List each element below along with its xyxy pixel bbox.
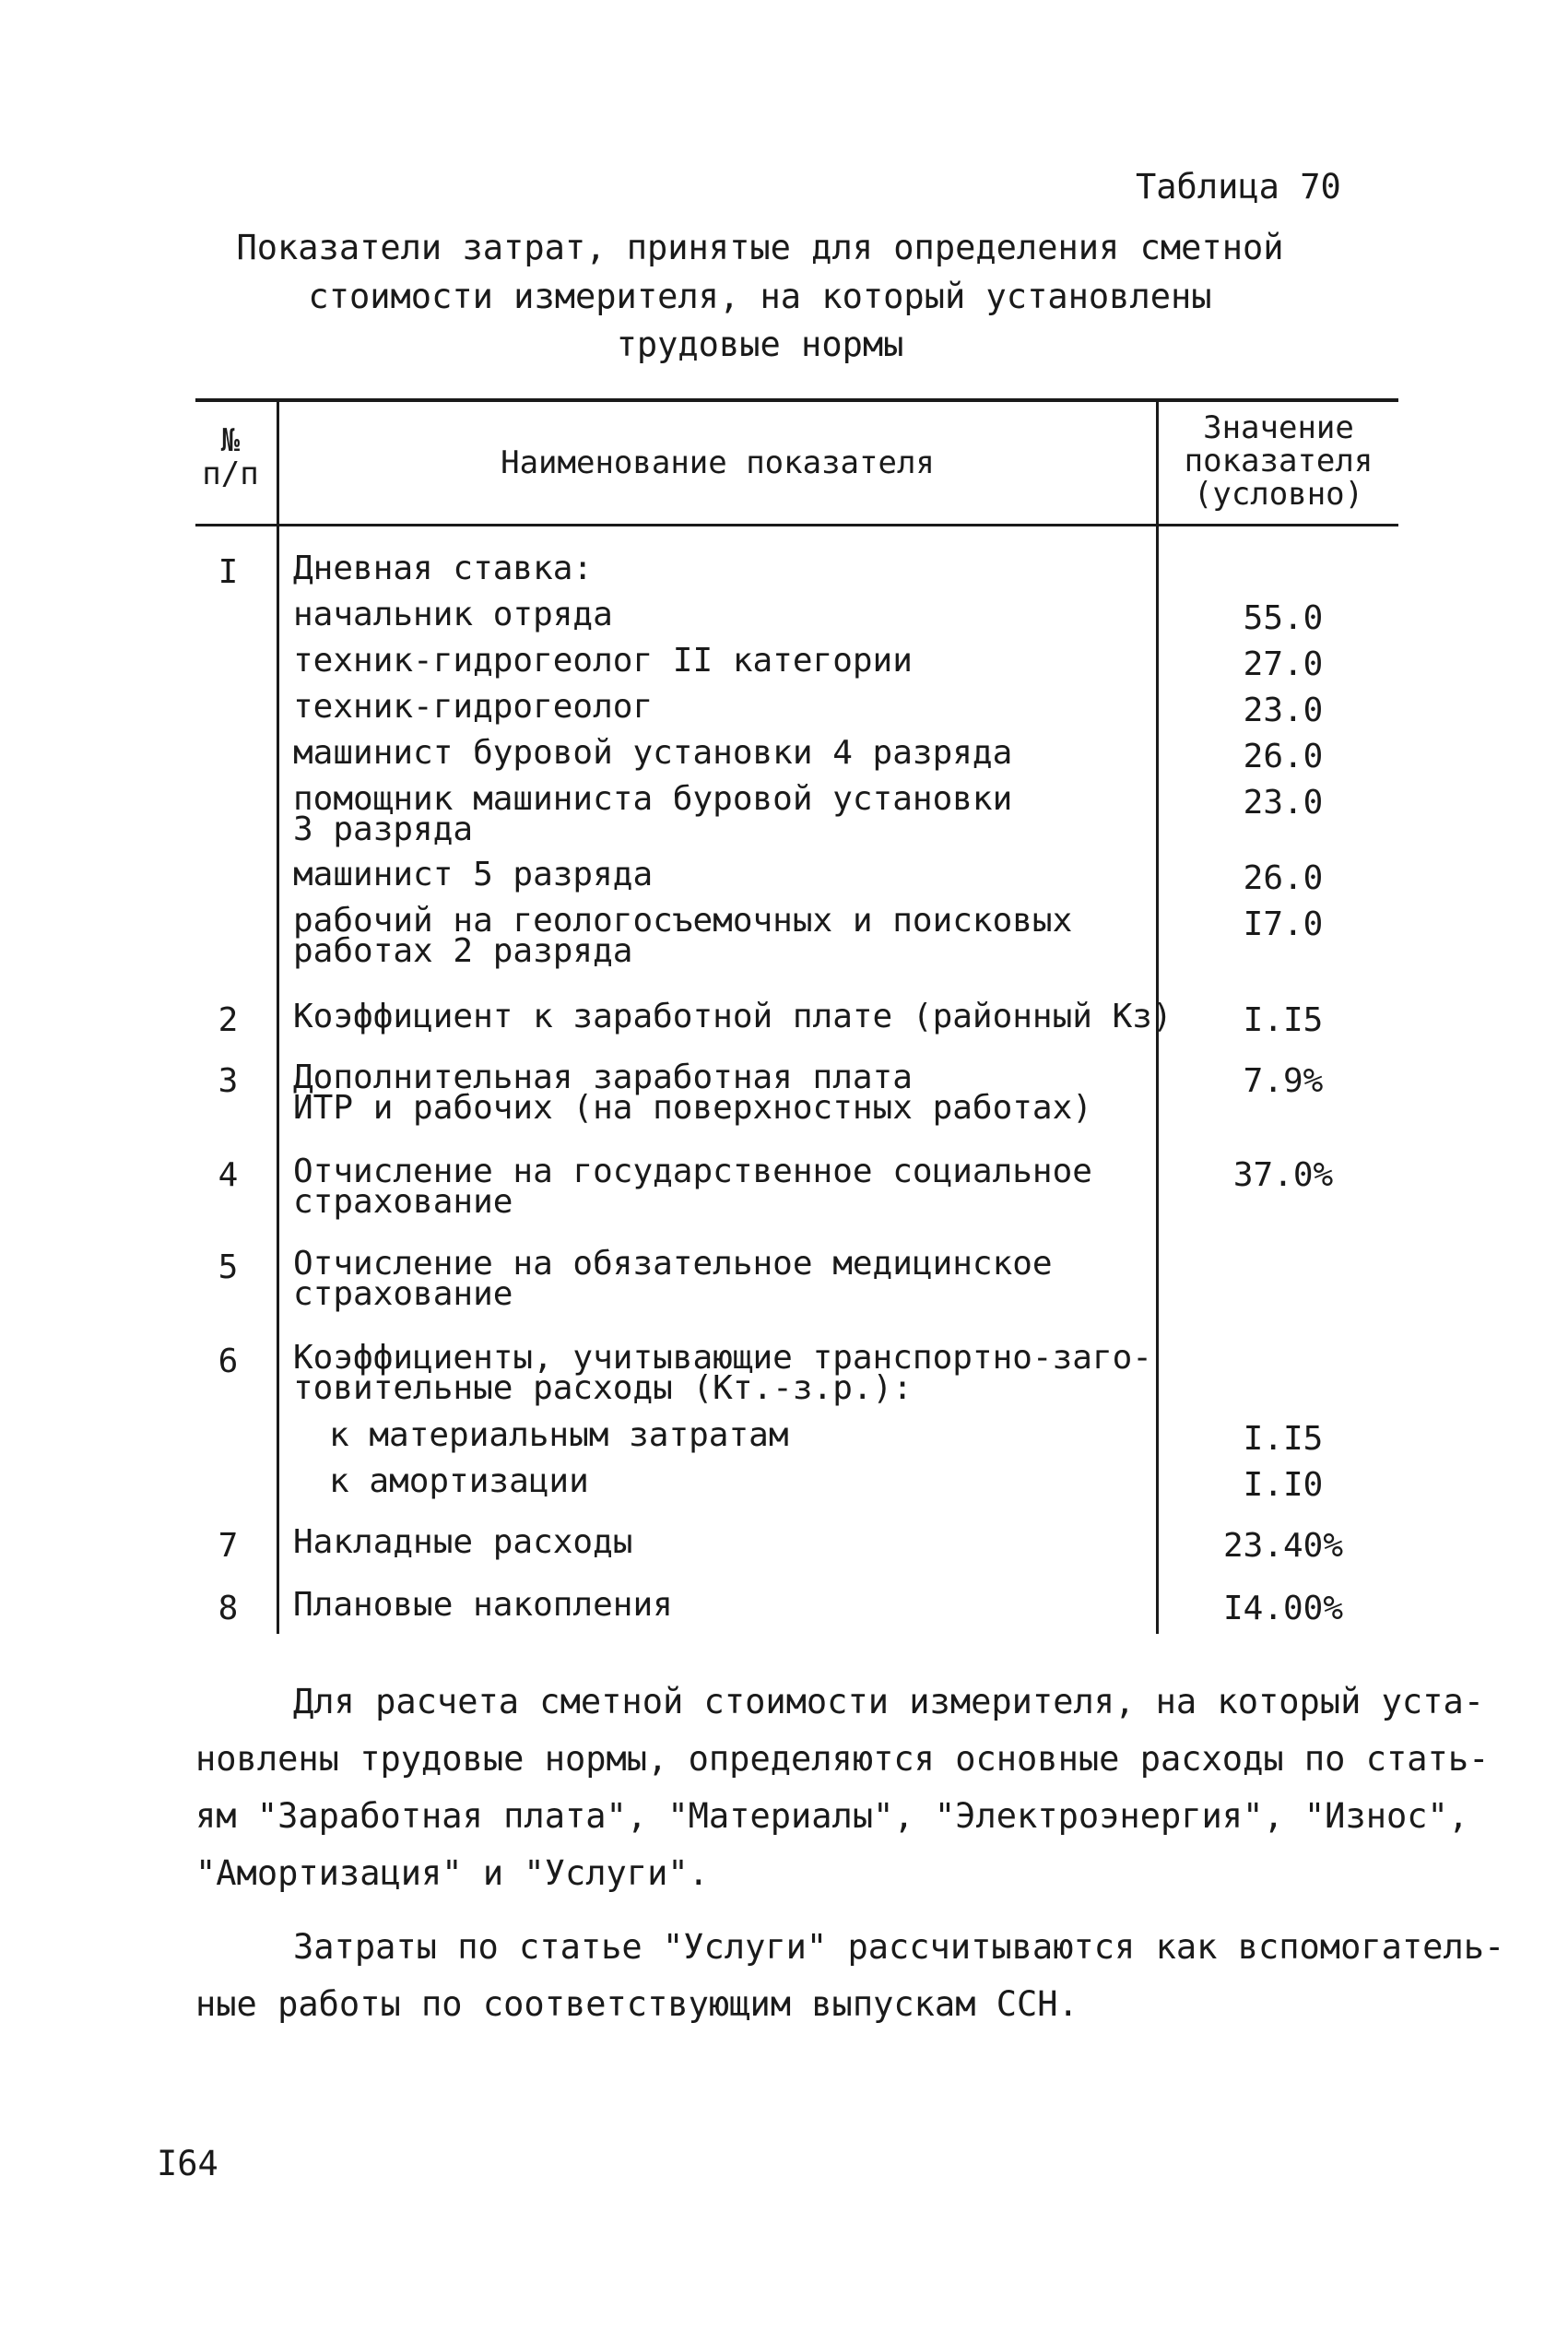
header-value-line-1: Значение bbox=[1203, 409, 1354, 446]
row-2-value: 55.0 bbox=[1243, 599, 1324, 637]
table-top-rule bbox=[195, 398, 1398, 402]
row-12-number: 5 bbox=[218, 1248, 239, 1286]
table-caption-line-2: стоимости измерителя, на который установлены bbox=[308, 277, 1212, 316]
row-14-name: к материальным затратам bbox=[329, 1416, 789, 1454]
row-3-name: техник-гидрогеолог II категории bbox=[293, 642, 913, 680]
row-17-value: I4.00% bbox=[1222, 1590, 1344, 1627]
header-name: Наименование показателя bbox=[501, 444, 935, 481]
page-number: I64 bbox=[157, 2144, 218, 2183]
row-1-name: Дневная ставка: bbox=[293, 550, 594, 587]
row-7-value: 26.0 bbox=[1243, 859, 1324, 897]
table-header-rule bbox=[195, 524, 1398, 526]
row-16-name: Накладные расходы bbox=[293, 1523, 633, 1561]
header-number-line-1: № bbox=[220, 422, 241, 459]
row-1-number: I bbox=[218, 553, 239, 591]
row-10-name: Дополнительная заработная плата ИТР и рабочих (на поверхностных работах) bbox=[293, 1059, 1092, 1127]
row-6-value: 23.0 bbox=[1243, 784, 1324, 822]
row-9-value: I.I5 bbox=[1243, 1001, 1324, 1039]
row-10-number: 3 bbox=[218, 1062, 239, 1100]
row-13-name: Коэффициенты, учитывающие транспортно-заго- товительные расходы (Кт.-з.р.): bbox=[293, 1339, 1152, 1407]
row-15-value: I.I0 bbox=[1243, 1466, 1324, 1504]
row-12-name: Отчисление на обязательное медицинское страхование bbox=[293, 1245, 1053, 1313]
header-value-line-3: (условно) bbox=[1193, 476, 1364, 513]
table-caption-line-3: трудовые нормы bbox=[616, 325, 904, 364]
row-14-value: I.I5 bbox=[1243, 1420, 1324, 1458]
row-17-name: Плановые накопления bbox=[293, 1586, 673, 1624]
row-3-value: 27.0 bbox=[1243, 645, 1324, 683]
row-4-value: 23.0 bbox=[1243, 692, 1324, 729]
row-7-name: машинист 5 разряда bbox=[293, 856, 654, 893]
row-8-value: I7.0 bbox=[1243, 905, 1324, 943]
row-11-number: 4 bbox=[218, 1156, 239, 1194]
header-number-line-2: п/п bbox=[202, 455, 259, 492]
row-4-name: техник-гидрогеолог bbox=[293, 688, 654, 726]
header-value-line-2: показателя bbox=[1184, 443, 1373, 479]
row-2-name: начальник отряда bbox=[293, 596, 613, 633]
row-17-number: 8 bbox=[218, 1590, 239, 1627]
paragraph-1-line-4: "Амортизация" и "Услуги". bbox=[195, 1853, 709, 1893]
row-9-number: 2 bbox=[218, 1001, 239, 1039]
row-5-name: машинист буровой установки 4 разряда bbox=[293, 734, 1013, 772]
row-13-number: 6 bbox=[218, 1342, 239, 1380]
row-5-value: 26.0 bbox=[1243, 738, 1324, 775]
paragraph-1-line-1: Для расчета сметной стоимости измерителя, на который уста- bbox=[293, 1682, 1485, 1721]
row-16-value: 23.40% bbox=[1222, 1527, 1344, 1565]
row-11-value: 37.0% bbox=[1232, 1156, 1334, 1194]
paragraph-1-line-2: новлены трудовые нормы, определяются основные расходы по стать- bbox=[195, 1739, 1490, 1779]
paragraph-2-line-1: Затраты по статье "Услуги" рассчитываются как вспомогатель- bbox=[293, 1927, 1505, 1967]
row-15-name: к амортизации bbox=[329, 1462, 589, 1500]
row-16-number: 7 bbox=[218, 1527, 239, 1565]
table-label: Таблица 70 bbox=[1136, 167, 1341, 207]
row-11-name: Отчисление на государственное социальное страхование bbox=[293, 1153, 1092, 1221]
table-caption-line-1: Показатели затрат, принятые для определения сметной bbox=[236, 228, 1284, 267]
row-9-name: Коэффициент к заработной плате (районный Кз) bbox=[293, 998, 1173, 1035]
paragraph-2-line-2: ные работы по соответствующим выпускам ССН. bbox=[195, 1984, 1079, 2024]
row-8-name: рабочий на геологосъемочных и поисковых работах 2 разряда bbox=[293, 902, 1073, 970]
row-10-value: 7.9% bbox=[1243, 1062, 1324, 1100]
header-value bbox=[1159, 411, 1398, 511]
header-number bbox=[184, 424, 277, 491]
paragraph-1-line-3: ям "Заработная плата", "Материалы", "Электроэнергия", "Износ", bbox=[195, 1796, 1469, 1836]
table-divider-left bbox=[277, 398, 279, 1634]
row-6-name: помощник машиниста буровой установки 3 разряда bbox=[293, 780, 1013, 848]
